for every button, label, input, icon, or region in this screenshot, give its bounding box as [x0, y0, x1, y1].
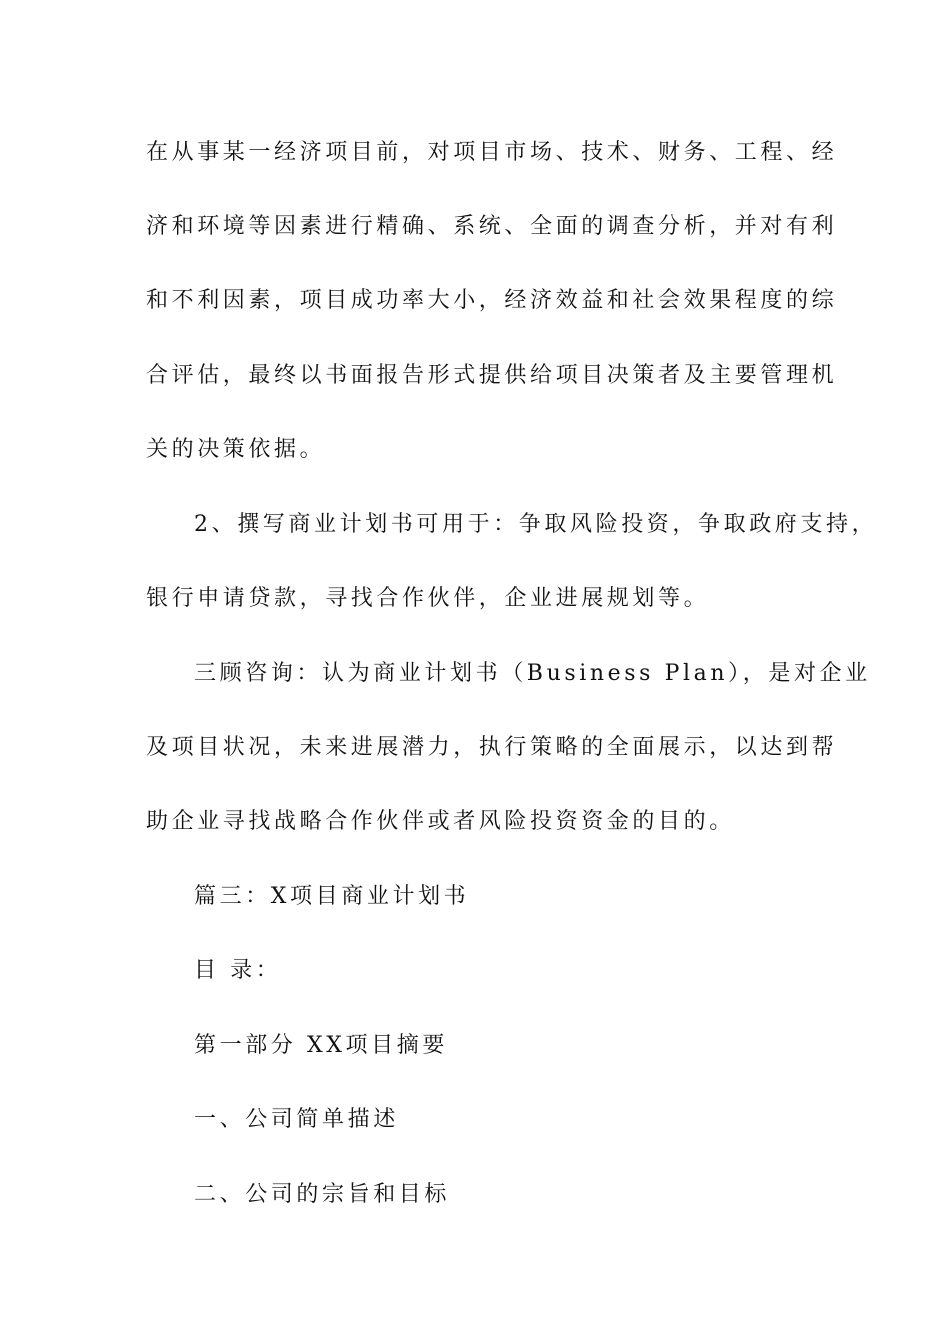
paragraph-line: 2、撰写商业计划书可用于：争取风险投资，争取政府支持，	[194, 512, 878, 537]
section-heading: 篇三：X项目商业计划书	[194, 884, 470, 909]
paragraph-line: 关的决策依据。	[146, 437, 326, 462]
toc-heading: 目 录：	[194, 958, 282, 983]
paragraph-line: 银行申请贷款，寻找合作伙伴，企业进展规划等。	[146, 586, 710, 611]
toc-item: 二、公司的宗旨和目标	[194, 1182, 451, 1207]
paragraph-line: 助企业寻找战略合作伙伴或者风险投资资金的目的。	[146, 809, 735, 834]
paragraph-line: 及项目状况，未来进展潜力，执行策略的全面展示，以达到帮	[146, 735, 838, 760]
toc-item: 第一部分 XX项目摘要	[194, 1033, 448, 1058]
paragraph-line: 三顾咨询：认为商业计划书（Business Plan），是对企业	[194, 661, 871, 686]
paragraph-line: 和不利因素，项目成功率大小，经济效益和社会效果程度的综	[146, 288, 838, 313]
toc-item: 一、公司简单描述	[194, 1107, 399, 1132]
paragraph-line: 济和环境等因素进行精确、系统、全面的调查分析，并对有利	[146, 214, 838, 239]
paragraph-line: 合评估，最终以书面报告形式提供给项目决策者及主要管理机	[146, 363, 838, 388]
paragraph-line: 在从事某一经济项目前，对项目市场、技术、财务、工程、经	[146, 140, 838, 165]
